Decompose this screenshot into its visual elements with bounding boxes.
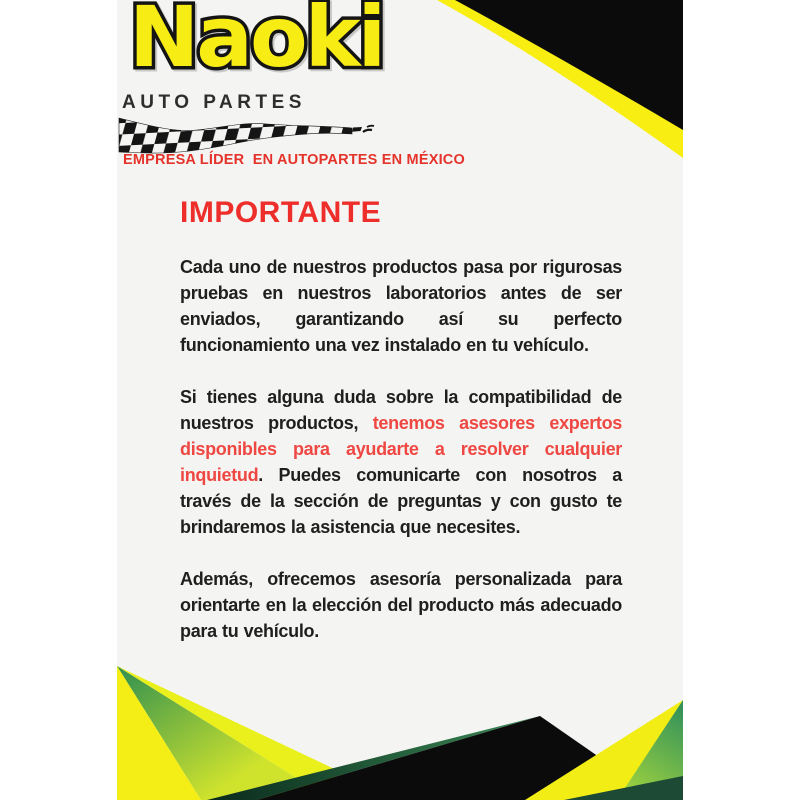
paragraph-quality: Cada uno de nuestros productos pasa por rigurosas pruebas en nuestros laboratorios antes de ser enviados, garantizando así su perfecto funcionamiento una vez instalado en tu vehículo. [180, 257, 622, 355]
paragraph-support-tail: . Puedes comunicarte con nosotros a través de la sección de preguntas y con gusto te brindaremos la asistencia que necesites. [180, 465, 622, 537]
main-content [180, 196, 622, 670]
brand-tagline: EMPRESA LÍDER EN AUTOPARTES EN MÉXICO [123, 152, 465, 168]
corner-curve-decoration [433, 0, 683, 170]
checkered-flag-icon [117, 112, 377, 156]
triangle-mosaic-decoration [117, 650, 683, 800]
paragraph-support [180, 384, 622, 540]
brand-logo: Naoki [129, 0, 384, 86]
page-title: IMPORTANTE [180, 196, 382, 229]
paragraph-advice: Además, ofrecemos asesoría personalizada para orientarte en la elección del producto más adecuado para tu vehículo. [180, 569, 622, 641]
flyer-card [117, 0, 683, 800]
brand-subtitle: AUTO PARTES [122, 91, 306, 114]
paragraph-support-highlight: tenemos asesores expertos disponibles para ayudarte a resolver cualquier inquietud [180, 413, 622, 485]
paragraph-support-lead: Si tienes alguna duda sobre la compatibilidad de nuestros productos, [180, 387, 622, 433]
